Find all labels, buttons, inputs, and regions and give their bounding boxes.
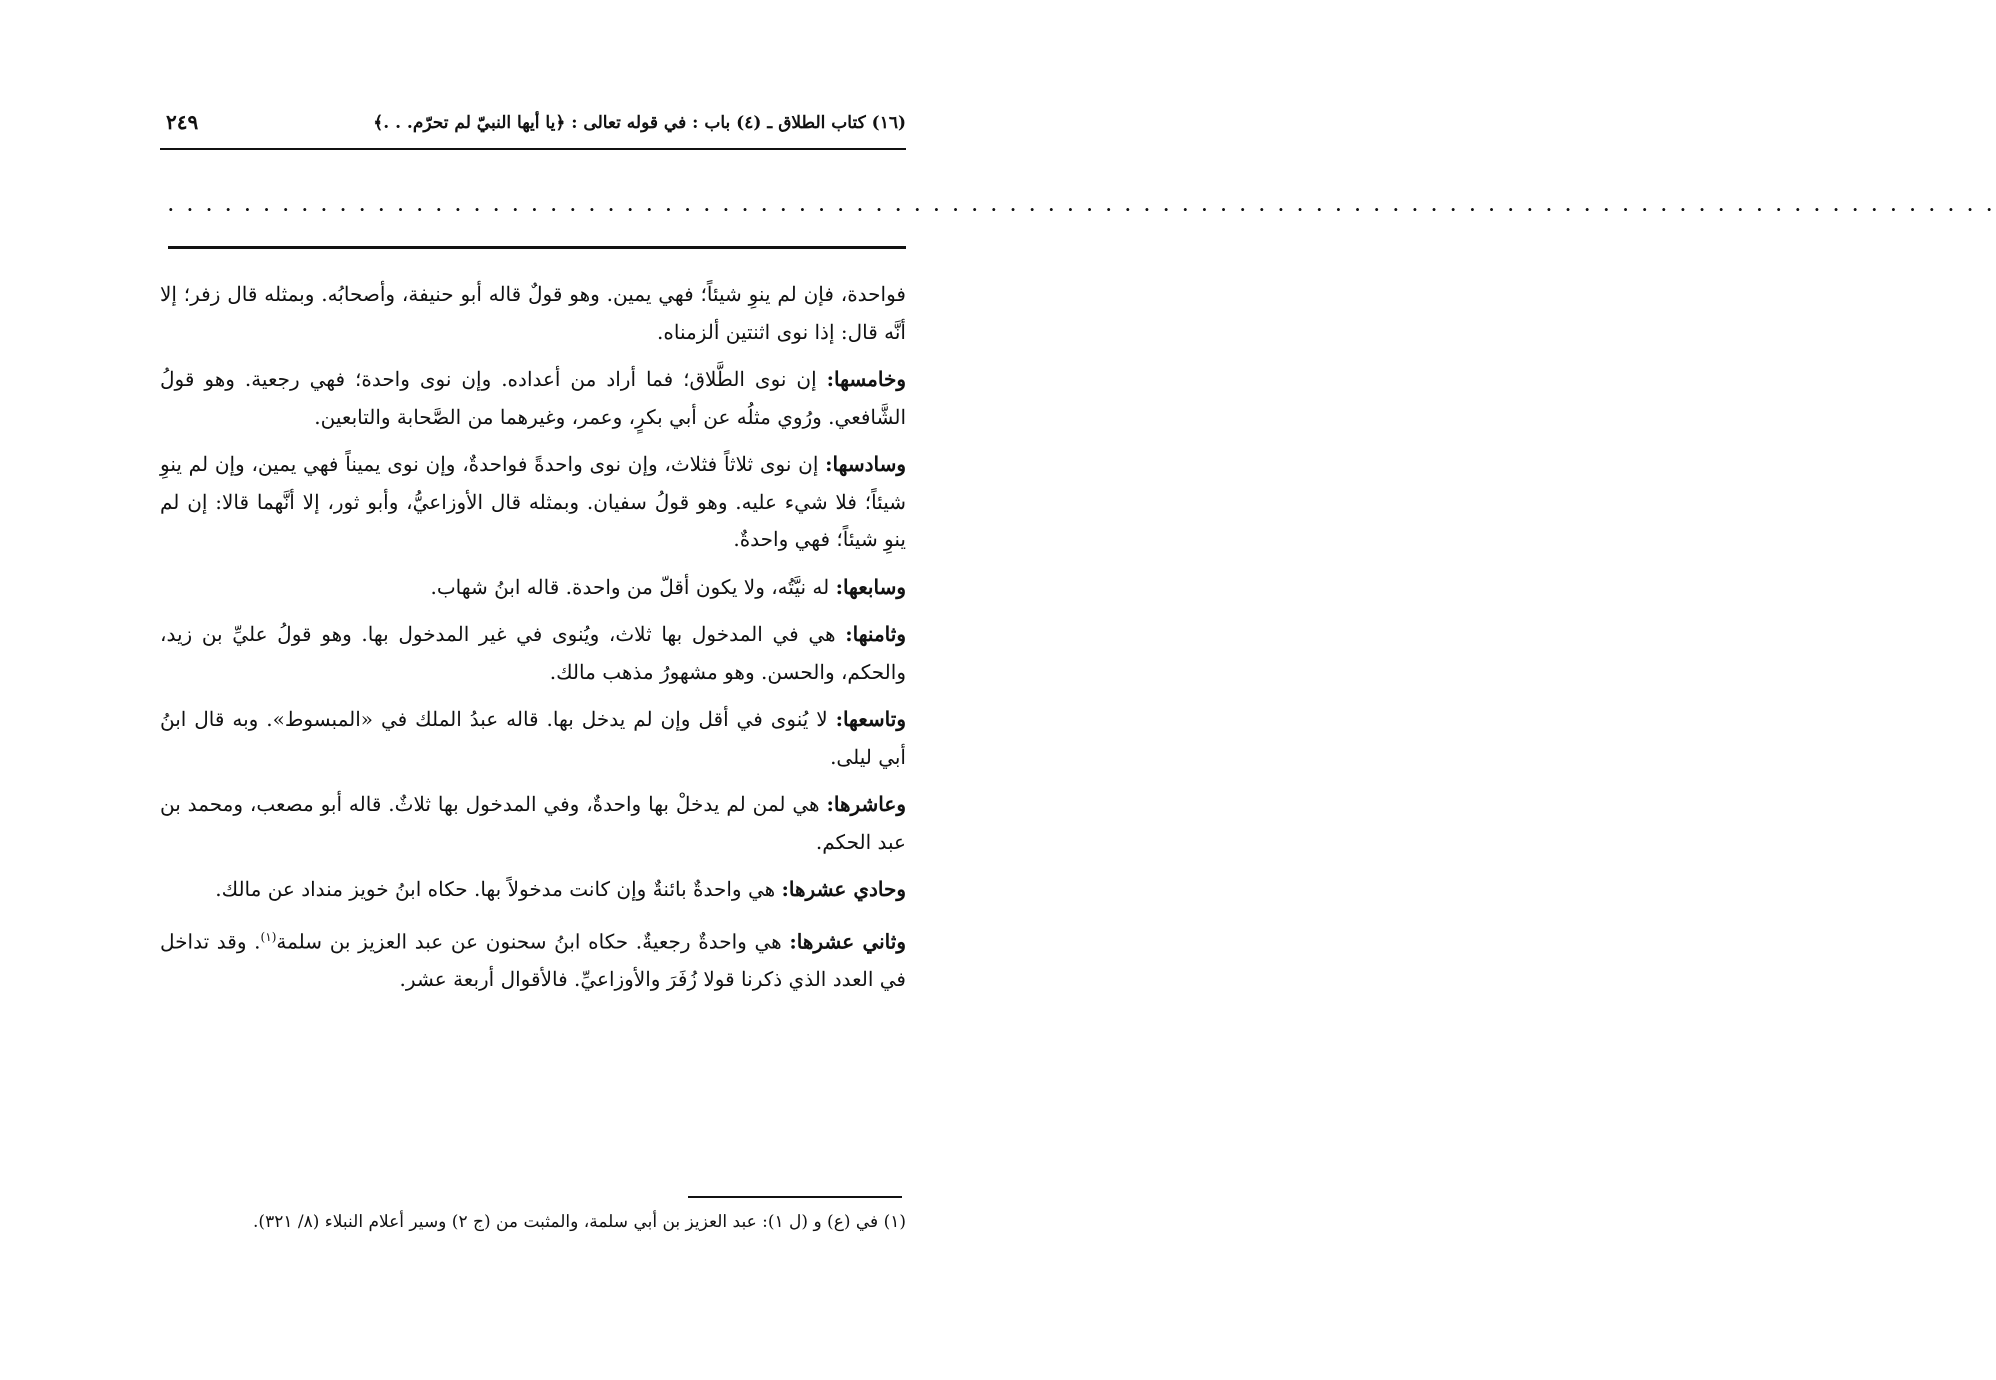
paragraph-text: فواحدة، فإن لم ينوِ شيئاً؛ فهي يمين. وهو قولٌ قاله أبو حنيفة، وأصحابُه. وبمثله قال زفر؛ إلا أنَّه قال: إذا نوى اثنتين ألزمناه. [160, 282, 906, 344]
paragraph-text: له نيَّتُه، ولا يكون أقلّ من واحدة. قاله ابنُ شهاب. [430, 574, 836, 599]
paragraph-term: وثاني عشرها: [789, 929, 907, 954]
running-header [160, 108, 906, 142]
dotted-separator: . . . . . . . . . . . . . . . . . . . . . . . . . . . . . . . . . . . . . . . . . . . . . . . . . . . . . . . . . . . . . . . . . . . . . . . . . . . . . . . . . . . . . . . . . . . . . . . . [168, 196, 1996, 215]
main-text [160, 276, 906, 1008]
header-rule [160, 148, 906, 150]
paragraph [160, 361, 906, 436]
paragraph-term: وسادسها: [825, 452, 906, 476]
paragraph [160, 701, 906, 776]
paragraph [160, 786, 906, 861]
paragraph-term: وخامسها: [826, 367, 906, 391]
paragraph-term: وعاشرها: [826, 792, 906, 816]
paragraph [160, 569, 906, 607]
paragraph-text: إن نوى الطَّلاق؛ فما أراد من أعداده. وإن نوى واحدة؛ فهي رجعية. وهو قولُ الشَّافعي. ورُوي مثلُه عن أبي بكرٍ، وعمر، وغيرهما من الصَّحابة والتابعين. [160, 367, 906, 429]
paragraph [160, 276, 906, 351]
paragraph-term: وسابعها: [835, 574, 906, 599]
header-title: (١٦) كتاب الطلاق ـ (٤) باب : في قوله تعالى : ﴿يا أيها النبيّ لم تحرّم. . .﴾ [373, 113, 906, 133]
paragraph [160, 446, 906, 559]
paragraph [160, 871, 906, 909]
footnote-reference: (١) [260, 929, 277, 944]
paragraph [160, 616, 906, 691]
footnote: (١) في (ع) و (ل ١): عبد العزيز بن أبي سلمة، والمثبت من (ج ٢) وسير أعلام النبلاء (٨/ ٣٢١). [253, 1212, 906, 1232]
page-number: ٢٤٩ [166, 110, 199, 134]
paragraph-term: وتاسعها: [835, 707, 906, 731]
footnote-rule [688, 1196, 902, 1198]
paragraph-text: هي لمن لم يدخلْ بها واحدةٌ، وفي المدخول بها ثلاثٌ. قاله أبو مصعب، ومحمد بن عبد الحكم. [160, 792, 906, 854]
paragraph-term: وثامنها: [845, 622, 906, 646]
paragraph-text: هي واحدةٌ بائنةٌ وإن كانت مدخولاً بها. حكاه ابنُ خويز منداد عن مالك. [215, 877, 782, 901]
paragraph-text: هي واحدةٌ رجعيةٌ. حكاه ابنُ سحنون عن عبد العزيز بن سلمة [276, 929, 790, 954]
paragraph-text: إن نوى ثلاثاً فثلاث، وإن نوى واحدةً فواحدةٌ، وإن نوى يميناً فهي يمين، وإن لم ينوِ شيئاً؛ فلا شيء عليه. وهو قولُ سفيان. وبمثله قال الأوزاعيُّ، وأبو ثور، إلا أنَّهما قالا: إن لم ينوِ شيئاً؛ فهي واحدةٌ. [160, 452, 906, 551]
paragraph-text: هي في المدخول بها ثلاث، ويُنوى في غير المدخول بها. وهو قولُ عليِّ بن زيد، والحكم، والحسن. وهو مشهورُ مذهب مالك. [160, 622, 906, 684]
paragraph-text-continued: . وقد تداخل في العدد الذي ذكرنا قولا زُفَرَ والأوزاعيِّ. فالأقوال أربعة عشر. [160, 929, 906, 991]
section-rule [168, 246, 906, 249]
paragraph [160, 919, 906, 999]
paragraph-term: وحادي عشرها: [781, 877, 906, 901]
paragraph-text: لا يُنوى في أقل وإن لم يدخل بها. قاله عبدُ الملك في «المبسوط». وبه قال ابنُ أبي ليلى. [160, 707, 906, 769]
